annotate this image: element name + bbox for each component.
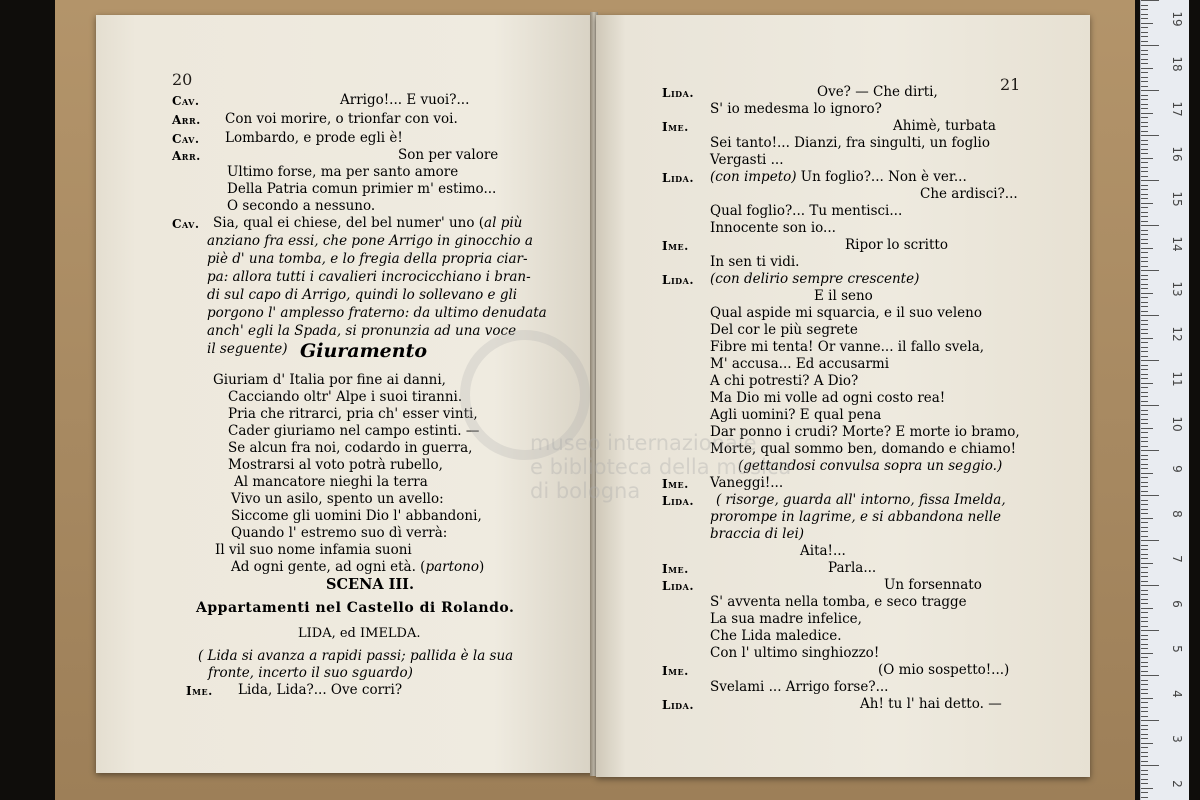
dialogue-line: (con impeto) Un foglio?... Non è ver... bbox=[710, 169, 967, 185]
ruler-tick bbox=[1141, 311, 1148, 312]
ruler-tick bbox=[1141, 441, 1148, 442]
watermark-line-2: e biblioteca della musica bbox=[530, 455, 792, 479]
ruler-tick bbox=[1141, 113, 1153, 114]
ruler-number: 4 bbox=[1170, 690, 1184, 698]
ruler-number: 19 bbox=[1170, 11, 1184, 27]
ruler-tick bbox=[1141, 774, 1148, 775]
section-heading: Giuramento bbox=[300, 340, 428, 362]
ruler-tick bbox=[1141, 117, 1148, 118]
ruler-tick bbox=[1141, 297, 1148, 298]
ruler-tick bbox=[1141, 194, 1148, 195]
ruler-tick bbox=[1141, 180, 1159, 181]
ruler-tick bbox=[1141, 162, 1148, 163]
ruler-tick bbox=[1141, 585, 1159, 586]
dialogue-line: piè d' una tomba, e lo fregia della propria ciar- bbox=[207, 251, 528, 267]
dialogue-line: Svelami ... Arrigo forse?... bbox=[710, 679, 889, 695]
poem-line: Ad ogni gente, ad ogni età. (partono) bbox=[231, 559, 485, 575]
ruler-tick bbox=[1141, 68, 1153, 69]
speaker-label: Lida. bbox=[662, 579, 695, 593]
ruler-tick bbox=[1141, 41, 1148, 42]
speaker-label: Lida. bbox=[662, 86, 695, 100]
ruler-tick bbox=[1141, 689, 1148, 690]
ruler-tick bbox=[1141, 657, 1148, 658]
ruler-tick bbox=[1141, 401, 1148, 402]
ruler-tick bbox=[1141, 756, 1148, 757]
dialogue-line: Lombardo, e prode egli è! bbox=[225, 130, 403, 146]
stage-direction-1: ( Lida si avanza a rapidi passi; pallida è la sua bbox=[198, 648, 514, 664]
ruler-tick bbox=[1141, 536, 1148, 537]
poem-line: Siccome gli uomini Dio l' abbandoni, bbox=[231, 508, 482, 524]
ruler-tick bbox=[1141, 140, 1148, 141]
dialogue-line: In sen ti vidi. bbox=[710, 254, 800, 270]
ruler-tick bbox=[1141, 27, 1148, 28]
dialogue-line: Della Patria comun primier m' estimo... bbox=[227, 181, 497, 197]
ruler-tick bbox=[1141, 329, 1148, 330]
dialogue-line: Che Lida maledice. bbox=[710, 628, 842, 644]
ruler-tick bbox=[1141, 522, 1148, 523]
dialogue-line: Aita!... bbox=[800, 543, 846, 559]
ruler-tick bbox=[1141, 374, 1148, 375]
ruler-tick bbox=[1141, 594, 1148, 595]
ruler-tick bbox=[1141, 684, 1148, 685]
ruler-tick bbox=[1141, 9, 1148, 10]
ruler-number: 17 bbox=[1170, 101, 1184, 117]
ruler-tick bbox=[1141, 599, 1148, 600]
dialogue-line: Agli uomini? E qual pena bbox=[710, 407, 882, 423]
ruler-tick bbox=[1141, 788, 1153, 789]
ruler-tick bbox=[1141, 752, 1148, 753]
ruler-tick bbox=[1141, 644, 1148, 645]
ruler-number: 13 bbox=[1170, 281, 1184, 297]
ruler-tick bbox=[1141, 617, 1148, 618]
ruler-tick bbox=[1141, 225, 1159, 226]
measurement-ruler bbox=[1140, 0, 1189, 800]
speaker-label: Ime. bbox=[662, 120, 689, 134]
ruler-tick bbox=[1141, 468, 1148, 469]
ruler-number: 8 bbox=[1170, 510, 1184, 518]
speaker-label: Lida. bbox=[662, 494, 695, 508]
ruler-tick bbox=[1141, 369, 1148, 370]
dialogue-line: Dar ponno i crudi? Morte? E morte io bramo, bbox=[710, 424, 1020, 440]
ruler-tick bbox=[1141, 716, 1148, 717]
ruler-tick bbox=[1141, 518, 1153, 519]
ruler-tick bbox=[1141, 50, 1148, 51]
dialogue-line: Arrigo!... E vuoi?... bbox=[340, 92, 470, 108]
ruler-tick bbox=[1141, 306, 1148, 307]
dialogue-line: Qual aspide mi squarcia, e il suo veleno bbox=[710, 305, 982, 321]
ruler-tick bbox=[1141, 734, 1148, 735]
poem-line: Cader giuriamo nel campo estinti. — bbox=[228, 423, 480, 439]
scene-characters: LIDA, ed IMELDA. bbox=[298, 626, 421, 641]
poem-line: Giuriam d' Italia por fine ai danni, bbox=[213, 372, 446, 388]
ruler-tick bbox=[1141, 572, 1148, 573]
poem-line: Il vil suo nome infamia suoni bbox=[215, 542, 412, 558]
ruler-tick bbox=[1141, 315, 1159, 316]
ruler-tick bbox=[1141, 81, 1148, 82]
dialogue-line: O secondo a nessuno. bbox=[227, 198, 376, 214]
ruler-tick bbox=[1141, 203, 1153, 204]
ruler-tick bbox=[1141, 158, 1153, 159]
ruler-number: 10 bbox=[1170, 416, 1184, 432]
ruler-tick bbox=[1141, 702, 1148, 703]
speaker-label: Lida. bbox=[662, 171, 695, 185]
ruler-tick bbox=[1141, 797, 1148, 798]
dialogue-line: porgono l' amplesso fraterno: da ultimo denudata bbox=[207, 305, 547, 321]
ruler-tick bbox=[1141, 527, 1148, 528]
ruler-number: 12 bbox=[1170, 326, 1184, 342]
ruler-tick bbox=[1141, 347, 1148, 348]
scene-setting: Appartamenti nel Castello di Rolando. bbox=[196, 600, 515, 616]
ruler-tick bbox=[1141, 351, 1148, 352]
ruler-number: 5 bbox=[1170, 645, 1184, 653]
ruler-tick bbox=[1141, 189, 1148, 190]
ruler-tick bbox=[1141, 675, 1159, 676]
ruler-tick bbox=[1141, 779, 1148, 780]
ruler-tick bbox=[1141, 104, 1148, 105]
ruler-tick bbox=[1141, 459, 1148, 460]
ruler-tick bbox=[1141, 396, 1148, 397]
speaker-label: Ime. bbox=[662, 239, 689, 253]
dialogue-line: La sua madre infelice, bbox=[710, 611, 862, 627]
dialogue-line: anziano fra essi, che pone Arrigo in ginocchio a bbox=[207, 233, 533, 249]
ruler-tick bbox=[1141, 59, 1148, 60]
ruler-tick bbox=[1141, 77, 1148, 78]
speaker-label: Ime. bbox=[662, 562, 689, 576]
ruler-number: 3 bbox=[1170, 735, 1184, 743]
speaker-label: Lida. bbox=[662, 273, 695, 287]
ruler-tick bbox=[1141, 18, 1148, 19]
ruler-tick bbox=[1141, 0, 1159, 1]
ruler-number: 7 bbox=[1170, 555, 1184, 563]
ruler-tick bbox=[1141, 86, 1148, 87]
ruler-number: 6 bbox=[1170, 600, 1184, 608]
dialogue-line: Ripor lo scritto bbox=[845, 237, 948, 253]
ruler-tick bbox=[1141, 738, 1148, 739]
dialogue-line: Che ardisci?... bbox=[920, 186, 1018, 202]
ruler-tick bbox=[1141, 270, 1159, 271]
speaker-label: Ime. bbox=[186, 684, 213, 698]
ruler-tick bbox=[1141, 540, 1159, 541]
page-number-left: 20 bbox=[172, 70, 193, 89]
dialogue-line: il seguente) bbox=[207, 341, 288, 357]
dialogue-line: braccia di lei) bbox=[710, 526, 805, 542]
dialogue-line: Ove? — Che dirti, bbox=[817, 84, 938, 100]
ruler-tick bbox=[1141, 513, 1148, 514]
ruler-tick bbox=[1141, 707, 1148, 708]
ruler-tick bbox=[1141, 464, 1148, 465]
ruler-tick bbox=[1141, 473, 1153, 474]
ruler-tick bbox=[1141, 495, 1159, 496]
ruler-tick bbox=[1141, 176, 1148, 177]
dialogue-line: anch' egli la Spada, si pronunzia ad una voce bbox=[207, 323, 517, 339]
dialogue-line: Ultimo forse, ma per santo amore bbox=[227, 164, 459, 180]
ruler-tick bbox=[1141, 248, 1153, 249]
dialogue-line: Lida, Lida?... Ove corri? bbox=[238, 682, 403, 698]
dialogue-line: Vergasti ... bbox=[710, 152, 784, 168]
dialogue-line: Con voi morire, o trionfar con voi. bbox=[225, 111, 458, 127]
ruler-tick bbox=[1141, 149, 1148, 150]
speaker-label: Cav. bbox=[172, 217, 200, 231]
ruler-tick bbox=[1141, 23, 1153, 24]
dialogue-line: Ma Dio mi volle ad ogni costo rea! bbox=[710, 390, 946, 406]
ruler-tick bbox=[1141, 32, 1148, 33]
ruler-tick bbox=[1141, 360, 1159, 361]
ruler-tick bbox=[1141, 783, 1148, 784]
scene-title: SCENA III. bbox=[326, 576, 415, 593]
ruler-tick bbox=[1141, 549, 1148, 550]
ruler-tick bbox=[1141, 72, 1148, 73]
poem-line: Pria che ritrarci, pria ch' esser vinti, bbox=[228, 406, 478, 422]
ruler-tick bbox=[1141, 144, 1148, 145]
ruler-tick bbox=[1141, 135, 1159, 136]
ruler-tick bbox=[1141, 257, 1148, 258]
speaker-label: Ime. bbox=[662, 477, 689, 491]
ruler-tick bbox=[1141, 288, 1148, 289]
ruler-tick bbox=[1141, 491, 1148, 492]
ruler-tick bbox=[1141, 698, 1153, 699]
poem-line: Al mancatore nieghi la terra bbox=[234, 474, 428, 490]
ruler-tick bbox=[1141, 437, 1148, 438]
ruler-tick bbox=[1141, 279, 1148, 280]
ruler-tick bbox=[1141, 122, 1148, 123]
ruler-tick bbox=[1141, 423, 1148, 424]
ruler-tick bbox=[1141, 531, 1148, 532]
ruler-tick bbox=[1141, 567, 1148, 568]
ruler-tick bbox=[1141, 725, 1148, 726]
ruler-tick bbox=[1141, 693, 1148, 694]
ruler-tick bbox=[1141, 153, 1148, 154]
speaker-label: Arr. bbox=[172, 149, 201, 163]
ruler-tick bbox=[1141, 378, 1148, 379]
dialogue-line: Innocente son io... bbox=[710, 220, 836, 236]
ruler-tick bbox=[1141, 432, 1148, 433]
ruler-tick bbox=[1141, 63, 1148, 64]
ruler-tick bbox=[1141, 45, 1159, 46]
ruler-tick bbox=[1141, 338, 1153, 339]
ruler-tick bbox=[1141, 419, 1148, 420]
ruler-tick bbox=[1141, 428, 1153, 429]
ruler-tick bbox=[1141, 108, 1148, 109]
page-number-right: 21 bbox=[1000, 75, 1021, 94]
ruler-tick bbox=[1141, 630, 1159, 631]
watermark-line-3: di bologna bbox=[530, 479, 641, 503]
ruler-tick bbox=[1141, 477, 1148, 478]
ruler-tick bbox=[1141, 711, 1148, 712]
ruler-tick bbox=[1141, 558, 1148, 559]
ruler-tick bbox=[1141, 414, 1148, 415]
ruler-tick bbox=[1141, 234, 1148, 235]
ruler-tick bbox=[1141, 212, 1148, 213]
dialogue-line: S' io medesma lo ignoro? bbox=[710, 101, 882, 117]
ruler-tick bbox=[1141, 720, 1159, 721]
ruler-tick bbox=[1141, 608, 1153, 609]
dialogue-line: prorompe in lagrime, e si abbandona nelle bbox=[710, 509, 1001, 525]
ruler-tick bbox=[1141, 320, 1148, 321]
dialogue-line: Con l' ultimo singhiozzo! bbox=[710, 645, 880, 661]
ruler-tick bbox=[1141, 486, 1148, 487]
ruler-tick bbox=[1141, 653, 1153, 654]
speaker-label: Arr. bbox=[172, 113, 201, 127]
speaker-label: Cav. bbox=[172, 132, 200, 146]
ruler-tick bbox=[1141, 185, 1148, 186]
dialogue-line: (gettandosi convulsa sopra un seggio.) bbox=[738, 458, 1003, 474]
ruler-tick bbox=[1141, 747, 1148, 748]
ruler-tick bbox=[1141, 198, 1148, 199]
ruler-number: 18 bbox=[1170, 56, 1184, 72]
ruler-tick bbox=[1141, 666, 1148, 667]
poem-line: Se alcun fra noi, codardo in guerra, bbox=[228, 440, 473, 456]
ruler-tick bbox=[1141, 95, 1148, 96]
ruler-number: 11 bbox=[1170, 371, 1184, 387]
dialogue-line: Son per valore bbox=[398, 147, 499, 163]
ruler-tick bbox=[1141, 621, 1148, 622]
ruler-tick bbox=[1141, 230, 1148, 231]
ruler-tick bbox=[1141, 504, 1148, 505]
watermark-line-1: museo internazionale bbox=[530, 431, 757, 455]
ruler-tick bbox=[1141, 545, 1148, 546]
ruler-tick bbox=[1141, 239, 1148, 240]
poem-line: Quando l' estremo suo dì verrà: bbox=[231, 525, 448, 541]
ruler-tick bbox=[1141, 383, 1153, 384]
dialogue-line: (con delirio sempre crescente) bbox=[710, 271, 920, 287]
ruler-tick bbox=[1141, 54, 1148, 55]
dialogue-line: Sei tanto!... Dianzi, fra singulti, un foglio bbox=[710, 135, 990, 151]
poem-line: Cacciando oltr' Alpe i suoi tiranni. bbox=[228, 389, 463, 405]
ruler-tick bbox=[1141, 554, 1148, 555]
ruler-tick bbox=[1141, 680, 1148, 681]
ruler-tick bbox=[1141, 792, 1148, 793]
ruler-tick bbox=[1141, 252, 1148, 253]
stage-direction-2: fronte, incerto il suo sguardo) bbox=[208, 665, 413, 681]
ruler-number: 2 bbox=[1170, 780, 1184, 788]
ruler-number: 16 bbox=[1170, 146, 1184, 162]
dialogue-line: (O mio sospetto!...) bbox=[878, 662, 1010, 678]
dialogue-line: S' avventa nella tomba, e seco tragge bbox=[710, 594, 967, 610]
ruler-tick bbox=[1141, 392, 1148, 393]
ruler-tick bbox=[1141, 626, 1148, 627]
ruler-tick bbox=[1141, 635, 1148, 636]
ruler-tick bbox=[1141, 5, 1148, 6]
ruler-tick bbox=[1141, 14, 1148, 15]
ruler-tick bbox=[1141, 356, 1148, 357]
ruler-tick bbox=[1141, 743, 1153, 744]
dialogue-line: E il seno bbox=[814, 288, 873, 304]
ruler-tick bbox=[1141, 765, 1159, 766]
dialogue-line: Ahimè, turbata bbox=[893, 118, 996, 134]
ruler-tick bbox=[1141, 261, 1148, 262]
ruler-tick bbox=[1141, 729, 1148, 730]
dialogue-line: Qual foglio?... Tu mentisci... bbox=[710, 203, 903, 219]
ruler-tick bbox=[1141, 387, 1148, 388]
ruler-tick bbox=[1141, 563, 1153, 564]
ruler-tick bbox=[1141, 761, 1148, 762]
ruler-tick bbox=[1141, 446, 1148, 447]
ruler-tick bbox=[1141, 131, 1148, 132]
dialogue-line: Del cor le più segrete bbox=[710, 322, 858, 338]
ruler-tick bbox=[1141, 243, 1148, 244]
ruler-tick bbox=[1141, 405, 1159, 406]
ruler-tick bbox=[1141, 581, 1148, 582]
ruler-tick bbox=[1141, 590, 1148, 591]
dialogue-line: Parla... bbox=[828, 560, 877, 576]
dialogue-line: Fibre mi tenta! Or vanne... il fallo svela, bbox=[710, 339, 985, 355]
ruler-tick bbox=[1141, 90, 1159, 91]
ruler-tick bbox=[1141, 410, 1148, 411]
dialogue-line: M' accusa... Ed accusarmi bbox=[710, 356, 890, 372]
ruler-tick bbox=[1141, 266, 1148, 267]
ruler-tick bbox=[1141, 639, 1148, 640]
ruler-tick bbox=[1141, 365, 1148, 366]
ruler-tick bbox=[1141, 576, 1148, 577]
ruler-tick bbox=[1141, 450, 1159, 451]
ruler-tick bbox=[1141, 671, 1148, 672]
ruler-number: 14 bbox=[1170, 236, 1184, 252]
dialogue-line: Un forsennato bbox=[884, 577, 982, 593]
ruler-tick bbox=[1141, 770, 1148, 771]
ruler-tick bbox=[1141, 284, 1148, 285]
ruler-tick bbox=[1141, 99, 1148, 100]
ruler-tick bbox=[1141, 648, 1148, 649]
ruler-tick bbox=[1141, 612, 1148, 613]
ruler-tick bbox=[1141, 293, 1153, 294]
poem-line: Mostrarsi al voto potrà rubello, bbox=[228, 457, 443, 473]
dialogue-line: Ah! tu l' hai detto. — bbox=[860, 696, 1002, 712]
ruler-tick bbox=[1141, 36, 1148, 37]
dialogue-line: Morte, qual sommo ben, domando e chiamo! bbox=[710, 441, 1017, 457]
ruler-tick bbox=[1141, 333, 1148, 334]
dialogue-line: A chi potresti? A Dio? bbox=[710, 373, 859, 389]
ruler-tick bbox=[1141, 482, 1148, 483]
ruler-tick bbox=[1141, 302, 1148, 303]
dialogue-line: di sul capo di Arrigo, quindi lo sollevano e gli bbox=[207, 287, 518, 303]
ruler-tick bbox=[1141, 342, 1148, 343]
speaker-label: Cav. bbox=[172, 94, 200, 108]
ruler-number: 9 bbox=[1170, 465, 1184, 473]
ruler-tick bbox=[1141, 216, 1148, 217]
ruler-tick bbox=[1141, 126, 1148, 127]
ruler-tick bbox=[1141, 603, 1148, 604]
ruler-tick bbox=[1141, 171, 1148, 172]
ruler-tick bbox=[1141, 500, 1148, 501]
speaker-label: Ime. bbox=[662, 664, 689, 678]
ruler-tick bbox=[1141, 324, 1148, 325]
ruler-tick bbox=[1141, 662, 1148, 663]
poem-line: Vivo un asilo, spento un avello: bbox=[231, 491, 444, 507]
ruler-tick bbox=[1141, 167, 1148, 168]
ruler-tick bbox=[1141, 275, 1148, 276]
ruler-tick bbox=[1141, 221, 1148, 222]
dialogue-line: Vaneggi!... bbox=[710, 475, 784, 491]
dialogue-line: ( risorge, guarda all' intorno, fissa Imelda, bbox=[716, 492, 1006, 508]
ruler-tick bbox=[1141, 207, 1148, 208]
dialogue-line: pa: allora tutti i cavalieri incrocicchiano i bran- bbox=[207, 269, 531, 285]
ruler-tick bbox=[1141, 509, 1148, 510]
ruler-number: 15 bbox=[1170, 191, 1184, 207]
dialogue-line: Sia, qual ei chiese, del bel numer' uno (al più bbox=[213, 215, 523, 231]
speaker-label: Lida. bbox=[662, 698, 695, 712]
ruler-tick bbox=[1141, 455, 1148, 456]
